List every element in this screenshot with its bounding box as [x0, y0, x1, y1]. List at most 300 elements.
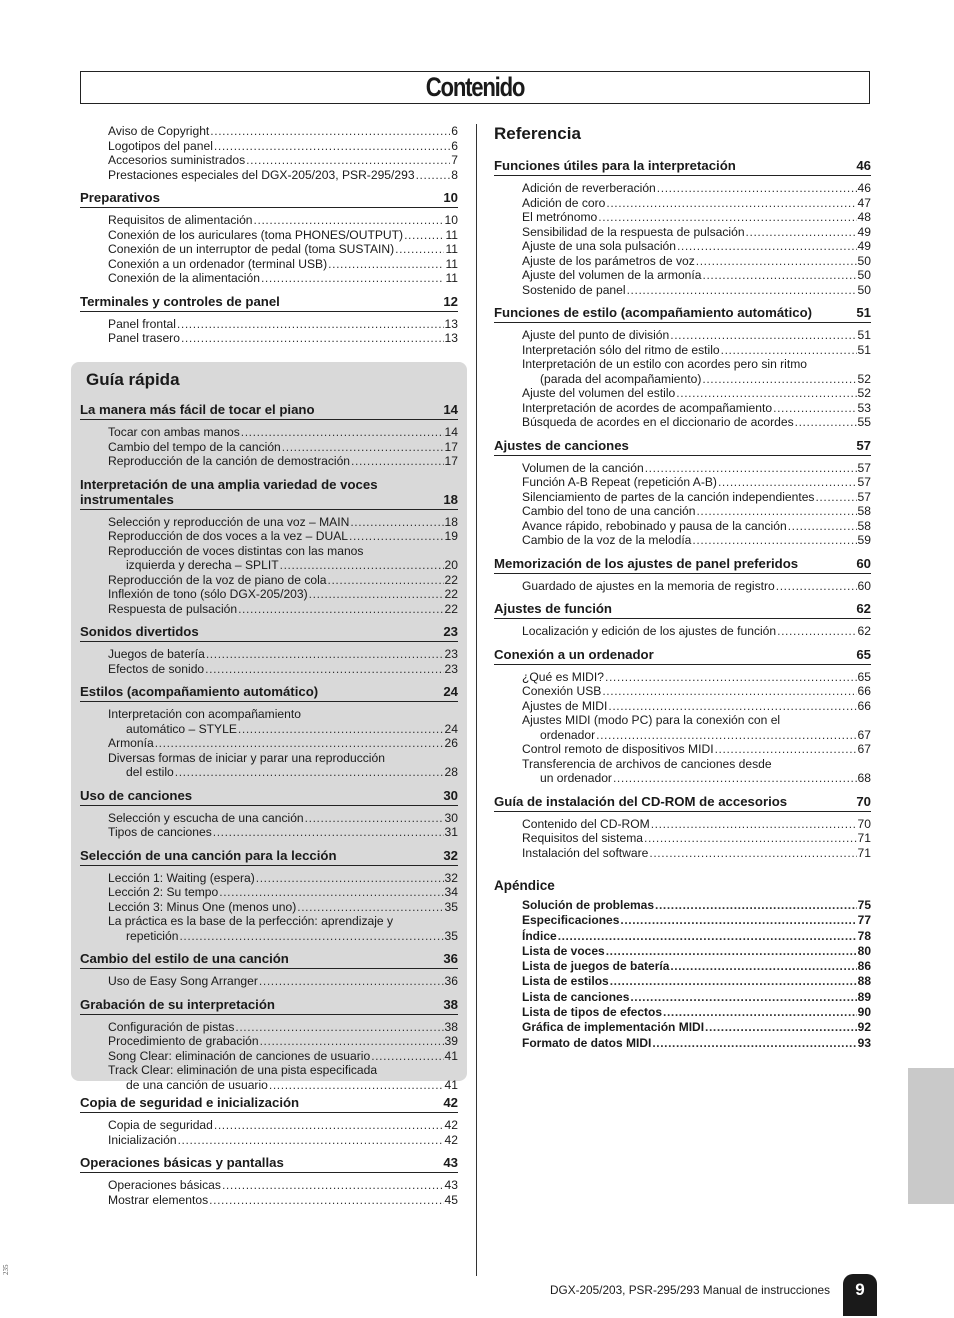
toc-entry-text: Solución de problemas — [522, 898, 655, 912]
toc-entry-text: Contenido del CD-ROM — [522, 816, 650, 831]
referencia-column — [494, 124, 871, 1051]
toc-entry — [80, 257, 458, 272]
toc-entry-page: 55 — [857, 415, 871, 429]
toc-entry — [494, 357, 871, 386]
dot-leader — [351, 454, 444, 469]
toc-left-bottom — [80, 1095, 458, 1207]
toc-section-header — [80, 190, 458, 208]
toc-entry-text: Ajuste de los parámetros de voz — [522, 253, 695, 268]
dot-leader — [649, 846, 856, 861]
toc-entry-text: Inicialización — [108, 1132, 177, 1147]
toc-entry-text: Cambio del tempo de la canción — [108, 439, 281, 454]
dot-leader — [238, 602, 443, 617]
toc-entry — [80, 1193, 458, 1208]
toc-section-header — [494, 647, 871, 665]
toc-entry-text: Inflexión de tono (sólo DGX-205/203) — [108, 587, 308, 601]
toc-entry — [80, 751, 458, 780]
toc-entry-page: 65 — [857, 669, 871, 684]
toc-entry-text: Reproducción de dos voces a la vez – DUAL — [108, 529, 348, 543]
toc-section-header — [494, 438, 871, 456]
toc-entry-line — [108, 228, 458, 243]
toc-entry-line — [522, 225, 871, 240]
dot-leader — [676, 386, 856, 401]
toc-entry-line — [522, 831, 871, 846]
toc-section-title: Terminales y controles de panel — [80, 293, 280, 309]
dot-leader — [705, 1020, 857, 1035]
toc-entry-line — [108, 1049, 458, 1064]
dot-leader — [416, 168, 451, 183]
toc-section-header — [494, 601, 871, 619]
toc-entry-line — [108, 587, 458, 602]
toc-section-page: 51 — [856, 305, 871, 320]
toc-entry-text: Volumen de la canción — [522, 460, 644, 475]
toc-entry-page: 11 — [445, 256, 458, 271]
toc-entry-text: Lección 3: Minus One (menos uno) — [108, 899, 297, 914]
toc-section-header — [494, 556, 871, 574]
toc-entry-text: La práctica es la base de la perfección: aprendizaje y — [108, 914, 394, 928]
toc-entry — [494, 624, 871, 639]
toc-section-title: Copia de seguridad e inicialización — [80, 1095, 300, 1110]
toc-entry-line — [522, 328, 871, 343]
toc-entry-line — [522, 343, 871, 358]
toc-entry-text-cont: automático – STYLE — [126, 721, 237, 736]
toc-entry — [494, 475, 871, 490]
toc-entry-line — [522, 196, 871, 211]
toc-section-title: Uso de canciones — [80, 787, 193, 803]
toc-entry-line — [108, 647, 458, 662]
toc-entry — [494, 831, 871, 846]
dot-leader — [235, 1020, 443, 1035]
toc-entry-page: 23 — [444, 661, 458, 676]
toc-section-page: 70 — [856, 793, 871, 809]
toc-entry-text: Tipos de canciones — [108, 825, 212, 839]
toc-entry-page: 17 — [444, 439, 458, 454]
toc-entry-text: El metrónomo — [522, 210, 598, 224]
toc-entry-line — [108, 153, 458, 168]
toc-section-header — [80, 1155, 458, 1173]
toc-entry-page: 92 — [857, 1020, 871, 1035]
dot-leader — [350, 515, 443, 530]
toc-entry-text: Respuesta de pulsación — [108, 601, 238, 616]
toc-entry — [80, 331, 458, 346]
toc-section-header — [80, 1095, 458, 1113]
toc-section-page: 42 — [443, 1095, 458, 1110]
toc-entry-line — [522, 254, 871, 269]
dot-leader — [795, 415, 857, 430]
toc-entry — [80, 602, 458, 617]
toc-entry-text-cont: del estilo — [126, 765, 174, 779]
toc-entry — [80, 1020, 458, 1035]
toc-entry-text: Diversas formas de iniciar y parar una reproducción — [108, 750, 385, 765]
toc-entry-line — [108, 602, 458, 617]
apendice-heading: Apéndice — [494, 878, 555, 893]
toc-entry — [80, 1049, 458, 1064]
toc-entry-page: 70 — [857, 816, 871, 831]
dot-leader — [613, 771, 857, 786]
toc-entry-text: Lista de tipos de efectos — [522, 1005, 663, 1020]
dot-leader — [179, 929, 443, 944]
toc-entry-page: 67 — [857, 727, 871, 742]
toc-entry-page: 34 — [444, 885, 458, 899]
dot-leader — [670, 959, 856, 974]
toc-entry-page: 59 — [857, 533, 871, 547]
toc-entry-page: 6 — [451, 124, 458, 138]
toc-section — [494, 647, 871, 786]
toc-entry-page: 49 — [857, 239, 871, 253]
toc-entry-line — [108, 871, 458, 886]
toc-entry-line — [522, 959, 871, 974]
toc-section — [80, 1155, 458, 1207]
dot-leader — [651, 817, 857, 832]
toc-entry-line — [522, 728, 871, 743]
toc-entry-line — [522, 944, 871, 959]
toc-entry-text: Interpretación de acordes de acompañamiento — [522, 400, 773, 415]
toc-entry-page: 10 — [444, 213, 458, 227]
dot-leader — [210, 124, 450, 139]
dot-leader — [404, 228, 444, 243]
toc-entry-text: Copia de seguridad — [108, 1118, 213, 1132]
dot-leader — [703, 268, 857, 283]
dot-leader — [644, 831, 857, 846]
toc-entry-text: Panel frontal — [108, 316, 176, 331]
toc-entry-line — [522, 913, 871, 928]
dot-leader — [815, 490, 856, 505]
toc-section-title: Interpretación de una amplia variedad de voces instrumentales — [80, 476, 378, 507]
toc-entry-page: 57 — [857, 460, 871, 475]
toc-entry-text: Accesorios suministrados — [108, 153, 246, 167]
toc-entry — [80, 228, 458, 243]
toc-entry-line — [108, 124, 458, 139]
toc-section — [80, 402, 458, 469]
toc-entry-line — [108, 662, 458, 677]
dot-leader — [280, 558, 444, 573]
toc-left-top — [80, 124, 458, 346]
toc-section — [494, 158, 871, 297]
toc-entry-text: Control remoto de dispositivos MIDI — [522, 742, 714, 756]
toc-entry-text: Reproducción de la voz de piano de cola — [108, 572, 327, 587]
toc-entry-text: Ajuste del volumen del estilo — [522, 386, 676, 400]
toc-entry-line — [108, 213, 458, 228]
toc-entry-text: Track Clear: eliminación de una pista especificada — [108, 1063, 378, 1077]
toc-section — [80, 997, 458, 1093]
toc-entry-page: 26 — [444, 736, 458, 750]
toc-section-header — [494, 158, 871, 176]
toc-section — [80, 477, 458, 617]
toc-entry-line — [522, 401, 871, 416]
toc-entry-page: 75 — [857, 898, 871, 912]
toc-entry-page: 42 — [444, 1118, 458, 1132]
guia-rapida-sections — [80, 402, 458, 1092]
dot-leader — [596, 728, 856, 743]
toc-entry-line — [522, 771, 871, 786]
toc-entry — [494, 959, 871, 974]
dot-leader — [652, 1036, 856, 1051]
toc-entry-line — [108, 811, 458, 826]
toc-entry-text: Juegos de batería — [108, 647, 205, 661]
dot-leader — [776, 579, 857, 594]
toc-entry — [494, 268, 871, 283]
toc-section-title: Funciones de estilo (acompañamiento automático) — [494, 305, 813, 320]
toc-entry-line — [522, 817, 871, 832]
toc-entry-line — [108, 425, 458, 440]
toc-entry-line — [522, 533, 871, 548]
dot-leader — [297, 900, 443, 915]
toc-entry-page: 52 — [857, 386, 871, 400]
toc-section — [494, 438, 871, 548]
toc-entry-page: 71 — [857, 831, 871, 845]
toc-entry-line — [522, 386, 871, 401]
toc-entry-page: 20 — [444, 558, 458, 572]
toc-entry-text: Formato de datos MIDI — [522, 1035, 652, 1050]
toc-entry-page: 41 — [444, 1077, 458, 1092]
toc-entry — [494, 742, 871, 757]
toc-section-header — [80, 951, 458, 969]
dot-leader — [328, 257, 444, 272]
toc-entry — [494, 757, 871, 786]
toc-entry-line — [108, 722, 458, 737]
dot-leader — [610, 974, 857, 989]
toc-entry-line — [522, 929, 871, 944]
toc-entry-page: 43 — [444, 1178, 458, 1192]
toc-section-page: 65 — [856, 646, 871, 662]
toc-entry — [80, 440, 458, 455]
toc-entry-page: 62 — [857, 624, 871, 638]
toc-entry — [494, 974, 871, 989]
toc-entry — [494, 713, 871, 742]
toc-entry-page: 45 — [444, 1192, 458, 1207]
toc-entry-text: Operaciones básicas — [108, 1178, 221, 1192]
dot-leader — [205, 662, 443, 677]
toc-entry-page: 77 — [857, 913, 871, 928]
toc-entry — [80, 242, 458, 257]
toc-section-page: 46 — [856, 158, 871, 173]
toc-entry-line — [108, 168, 458, 183]
dot-leader — [718, 475, 857, 490]
toc-entry-line — [108, 317, 458, 332]
toc-section — [80, 788, 458, 840]
dot-leader — [256, 871, 444, 886]
toc-section — [80, 684, 458, 780]
dot-leader — [655, 898, 857, 913]
toc-entry — [494, 929, 871, 944]
toc-entry-line — [522, 742, 871, 757]
toc-entry-line — [522, 268, 871, 283]
toc-entry — [80, 124, 458, 139]
toc-entry-text-cont: repetición — [126, 928, 179, 943]
toc-entry-text: Instalación del software — [522, 845, 649, 860]
dot-leader — [692, 533, 856, 548]
toc-entry — [494, 533, 871, 548]
toc-entry-text: Ajuste del volumen de la armonía — [522, 268, 702, 282]
toc-entry — [494, 990, 871, 1005]
toc-entry-line — [108, 1178, 458, 1193]
dot-leader — [788, 519, 857, 534]
toc-section-title: Preparativos — [80, 190, 160, 205]
toc-entry-text: Transferencia de archivos de canciones desde — [522, 756, 772, 771]
toc-entry-text: Interpretación sólo del ritmo de estilo — [522, 342, 720, 357]
toc-entry — [494, 415, 871, 430]
toc-entry-page: 22 — [444, 601, 458, 616]
toc-entry-line — [522, 1020, 871, 1035]
dot-leader — [773, 401, 856, 416]
dot-leader — [606, 196, 856, 211]
toc-entry-text-cont: ordenador — [540, 727, 596, 742]
dot-leader — [206, 647, 444, 662]
toc-entry — [494, 579, 871, 594]
toc-section — [80, 848, 458, 944]
toc-entry — [80, 1133, 458, 1148]
toc-entry-line — [522, 624, 871, 639]
toc-entry-page: 11 — [445, 271, 458, 285]
toc-entry-text-cont: izquierda y derecha – SPLIT — [126, 558, 279, 572]
toc-entry — [494, 461, 871, 476]
toc-entry-text: Conexión USB — [522, 684, 602, 698]
toc-entry-page: 49 — [857, 224, 871, 239]
toc-entry — [80, 914, 458, 943]
toc-entry-text: Guardado de ajustes en la memoria de registro — [522, 578, 775, 593]
toc-entry-text: Lista de canciones — [522, 989, 630, 1004]
toc-entry — [80, 544, 458, 573]
footer-manual-title: DGX-205/203, PSR-295/293 Manual de instrucciones — [550, 1283, 831, 1297]
toc-entry-text: Mostrar elementos — [108, 1192, 209, 1207]
toc-entry-text: Conexión de la alimentación — [108, 271, 260, 285]
toc-entry — [494, 490, 871, 505]
toc-section-title: Funciones útiles para la interpretación — [494, 158, 736, 173]
toc-entry-page: 78 — [857, 928, 871, 943]
dot-leader — [178, 1133, 444, 1148]
toc-entry-page: 68 — [857, 771, 871, 785]
toc-entry-page: 47 — [857, 195, 871, 210]
dot-leader — [663, 1005, 857, 1020]
toc-entry — [80, 707, 458, 736]
toc-entry-page: 86 — [857, 959, 871, 974]
toc-entry — [494, 196, 871, 211]
toc-section-page: 23 — [443, 624, 458, 639]
toc-entry-line — [108, 900, 458, 915]
toc-entry-page: 22 — [444, 572, 458, 587]
toc-entry-line — [108, 515, 458, 530]
toc-entry-line — [522, 490, 871, 505]
toc-entry — [494, 519, 871, 534]
dot-leader — [605, 670, 857, 685]
toc-section-header — [80, 848, 458, 866]
toc-entry-page: 35 — [444, 928, 458, 943]
toc-entry-line — [522, 504, 871, 519]
toc-entry — [80, 425, 458, 440]
toc-entry-text: Cambio de la voz de la melodía — [522, 533, 692, 547]
toc-entry-page: 60 — [857, 578, 871, 593]
toc-entry-text: Conexión de un interruptor de pedal (toma SUSTAIN) — [108, 242, 395, 256]
toc-section-page: 30 — [443, 787, 458, 803]
toc-entry — [80, 974, 458, 989]
toc-entry-line — [108, 974, 458, 989]
apendice-section — [494, 878, 871, 1051]
toc-entry-page: 89 — [857, 989, 871, 1004]
toc-entry-text: Lista de estilos — [522, 974, 609, 989]
toc-entry — [80, 587, 458, 602]
dot-leader — [209, 1193, 443, 1208]
toc-entry-page: 42 — [444, 1132, 458, 1147]
toc-entry-text: Requisitos de alimentación — [108, 213, 253, 227]
dot-leader — [696, 254, 857, 269]
toc-section-title: Operaciones básicas y pantallas — [80, 1155, 284, 1170]
dot-leader — [155, 736, 444, 751]
toc-entry-text: Localización y edición de los ajustes de función — [522, 624, 777, 638]
toc-entry — [494, 283, 871, 298]
toc-entry-page: 7 — [451, 153, 458, 167]
toc-section-page: 10 — [443, 190, 458, 205]
toc-entry-text: Selección y escucha de una canción — [108, 810, 304, 825]
toc-entry-line — [108, 1133, 458, 1148]
guia-rapida-panel — [71, 362, 467, 1092]
toc-section-header — [80, 788, 458, 806]
dot-leader — [181, 331, 444, 346]
toc-entry — [494, 846, 871, 861]
toc-entry-page: 51 — [857, 328, 871, 342]
toc-entry-page: 14 — [444, 425, 458, 439]
toc-entry — [494, 210, 871, 225]
toc-section-title: Estilos (acompañamiento automático) — [80, 684, 319, 699]
toc-entry-page: 30 — [444, 810, 458, 825]
toc-section — [80, 190, 458, 286]
toc-section-header — [494, 794, 871, 812]
toc-entry-page: 53 — [857, 400, 871, 415]
page-title: Contenido — [425, 72, 525, 102]
toc-entry — [494, 225, 871, 240]
toc-entry — [80, 153, 458, 168]
toc-section-page: 60 — [856, 555, 871, 571]
dot-leader — [558, 929, 857, 944]
dot-leader — [282, 440, 444, 455]
toc-entry-text: Sensibilidad de la respuesta de pulsación — [522, 224, 745, 239]
dot-leader — [696, 504, 856, 519]
dot-leader — [657, 181, 857, 196]
left-bottom-column — [80, 1095, 458, 1215]
toc-entry-line — [522, 283, 871, 298]
toc-entry — [80, 647, 458, 662]
toc-entry — [494, 504, 871, 519]
toc-section — [80, 294, 458, 346]
toc-entry-line — [108, 825, 458, 840]
toc-entry-line — [108, 765, 458, 780]
toc-entry — [80, 213, 458, 228]
dot-leader — [214, 139, 450, 154]
page-number: 9 — [843, 1274, 877, 1316]
toc-entry-line — [522, 372, 871, 387]
toc-entry-text: Ajustes de MIDI — [522, 698, 608, 713]
toc-section — [80, 124, 458, 182]
toc-entry-text: Interpretación con acompañamiento — [108, 707, 301, 721]
toc-section-page: 32 — [443, 847, 458, 863]
toc-entry-page: 51 — [857, 342, 871, 357]
dot-leader — [371, 1049, 443, 1064]
dot-leader — [598, 210, 856, 225]
toc-section — [80, 951, 458, 989]
toc-entry-page: 28 — [444, 765, 458, 779]
dot-leader — [175, 765, 444, 780]
toc-entry — [494, 328, 871, 343]
referencia-sections — [494, 158, 871, 860]
toc-entry — [80, 662, 458, 677]
toc-entry-text: Requisitos del sistema — [522, 831, 643, 845]
section-tab-marker — [908, 1068, 954, 1204]
toc-entry-text: Song Clear: eliminación de canciones de usuario — [108, 1048, 371, 1063]
toc-section — [494, 305, 871, 430]
toc-entry — [80, 825, 458, 840]
dot-leader — [238, 722, 444, 737]
dot-leader — [260, 1034, 444, 1049]
toc-entry-text: Configuración de pistas — [108, 1019, 235, 1034]
